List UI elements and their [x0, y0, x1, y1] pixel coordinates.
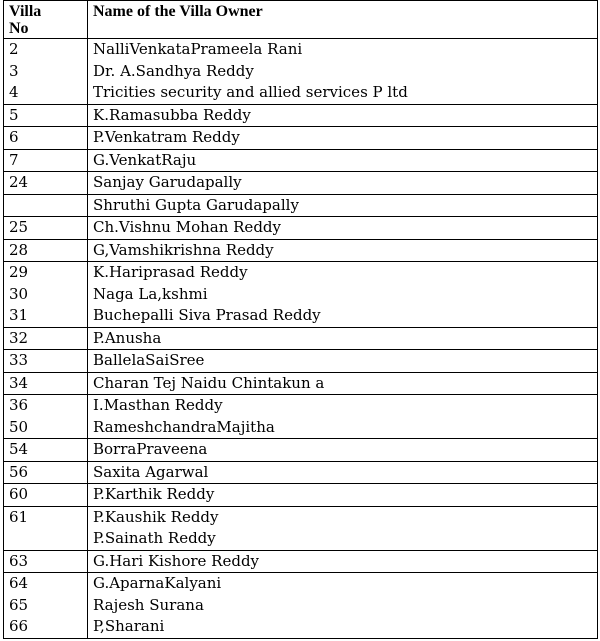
owner-name: Tricities security and allied services P ltd: [93, 83, 408, 101]
owner-name-cell: [88, 104, 598, 127]
villa-number: 34: [9, 373, 29, 392]
villa-number: 63: [9, 551, 29, 570]
villa-number-cell: [4, 149, 88, 172]
owner-name-cell: [88, 484, 598, 507]
villa-number-cell: [4, 550, 88, 573]
table-row: [4, 550, 598, 573]
table-row: [4, 461, 598, 484]
villa-number: 28: [9, 240, 29, 259]
owner-name: Sanjay Garudapally: [93, 173, 242, 191]
villa-no-header: Villa No: [4, 1, 88, 39]
villa-number-cell: [4, 461, 88, 484]
owner-name-cell: [88, 461, 598, 484]
villa-number: 30: [9, 284, 29, 303]
owner-name-cell: [88, 439, 598, 462]
owner-name: RameshchandraMajitha: [93, 417, 275, 436]
table-row: [4, 239, 598, 262]
table-row: [4, 172, 598, 195]
table-row: [4, 484, 598, 507]
owner-name: BorraPraveena: [93, 440, 208, 458]
owner-name-cell: [88, 262, 598, 328]
villa-number-cell: [4, 350, 88, 373]
villa-number-cell: [4, 573, 88, 639]
owner-name: Shruthi Gupta Garudapally: [93, 195, 299, 214]
villa-number: 66: [9, 617, 29, 635]
owner-name-cell: [88, 372, 598, 395]
owner-name: G.AparnaKalyani: [93, 574, 222, 592]
villa-number: 54: [9, 440, 29, 458]
villa-number: 6: [9, 128, 19, 146]
villa-number-cell: [4, 172, 88, 195]
villa-number-cell: [4, 372, 88, 395]
villa-number-cell: [4, 262, 88, 328]
owner-name: P.Venkatram Reddy: [93, 128, 240, 146]
owner-name: Charan Tej Naidu Chintakun a: [93, 373, 325, 392]
villa-number: 3: [9, 61, 19, 80]
table-row: [4, 104, 598, 127]
villa-number: [9, 528, 87, 550]
owner-name: G,Vamshikrishna Reddy: [93, 240, 274, 259]
owner-name: Ch.Vishnu Mohan Reddy: [93, 218, 281, 236]
header-row: [4, 1, 598, 39]
table-row: [4, 372, 598, 395]
owner-name-cell: [88, 350, 598, 373]
villa-table-body: [4, 39, 598, 639]
owner-name: P.Kaushik Reddy: [93, 507, 219, 526]
villa-number-cell: [4, 39, 88, 105]
owner-name: G.VenkatRaju: [93, 150, 197, 169]
table-row: [4, 573, 598, 639]
owner-name: Saxita Agarwal: [93, 462, 209, 481]
table-row: [4, 217, 598, 240]
villa-number: 7: [9, 150, 19, 169]
owner-name-cell: [88, 506, 598, 550]
table-row: [4, 39, 598, 105]
villa-number-cell: [4, 506, 88, 550]
table-row: [4, 262, 598, 328]
owner-name: Dr. A.Sandhya Reddy: [93, 61, 254, 80]
owner-name: Buchepalli Siva Prasad Reddy: [93, 306, 321, 324]
villa-number: 4: [9, 83, 19, 101]
villa-number: 31: [9, 306, 29, 324]
villa-number-cell: [4, 217, 88, 240]
owner-name-cell: [88, 217, 598, 240]
owner-name-header: Name of the Villa Owner: [88, 1, 598, 39]
villa-number: 64: [9, 574, 29, 592]
villa-number-cell: [4, 104, 88, 127]
villa-number-cell: [4, 327, 88, 350]
villa-number: 32: [9, 328, 29, 347]
owner-name-cell: [88, 194, 598, 217]
villa-owners-table: [3, 0, 598, 639]
villa-number: 56: [9, 462, 29, 481]
villa-number: 60: [9, 485, 29, 503]
owner-name-cell: [88, 127, 598, 150]
table-row: [4, 439, 598, 462]
table-row: [4, 327, 598, 350]
villa-number: 65: [9, 595, 29, 614]
owner-name-cell: [88, 39, 598, 105]
owner-name-cell: [88, 239, 598, 262]
villa-number: 29: [9, 263, 29, 281]
villa-number: 25: [9, 218, 29, 236]
table-row: [4, 149, 598, 172]
villa-number: 36: [9, 396, 29, 414]
owner-name-cell: [88, 573, 598, 639]
table-row: [4, 506, 598, 550]
owner-name: P.Sainath Reddy: [93, 529, 216, 547]
owner-name: P,Sharani: [93, 617, 165, 635]
villa-number: 24: [9, 173, 29, 191]
villa-number: 33: [9, 351, 29, 369]
villa-number: 61: [9, 507, 29, 526]
villa-number-cell: [4, 239, 88, 262]
owner-name: K.Ramasubba Reddy: [93, 105, 251, 124]
owner-name: K.Hariprasad Reddy: [93, 263, 248, 281]
owner-name-cell: [88, 550, 598, 573]
owner-name-cell: [88, 149, 598, 172]
owner-name: P.Anusha: [93, 328, 162, 347]
villa-number-cell: [4, 194, 88, 217]
owner-name: Rajesh Surana: [93, 595, 204, 614]
owner-name-cell: [88, 327, 598, 350]
villa-number-cell: [4, 439, 88, 462]
owner-name: BallelaSaiSree: [93, 351, 205, 369]
table-row: [4, 194, 598, 217]
villa-number-cell: [4, 127, 88, 150]
villa-number-cell: [4, 484, 88, 507]
owner-name: P.Karthik Reddy: [93, 485, 215, 503]
villa-number: 2: [9, 40, 19, 58]
table-row: [4, 127, 598, 150]
owner-name: I.Masthan Reddy: [93, 396, 223, 414]
villa-number: 50: [9, 417, 29, 436]
owner-name-cell: [88, 172, 598, 195]
villa-number: 5: [9, 105, 19, 124]
owner-name: NalliVenkataPrameela Rani: [93, 40, 303, 58]
table-row: [4, 395, 598, 439]
owner-name-cell: [88, 395, 598, 439]
table-row: [4, 350, 598, 373]
owner-name: G.Hari Kishore Reddy: [93, 551, 260, 570]
owner-name: Naga La,kshmi: [93, 284, 208, 303]
villa-number-cell: [4, 395, 88, 439]
villa-number: [9, 195, 87, 217]
